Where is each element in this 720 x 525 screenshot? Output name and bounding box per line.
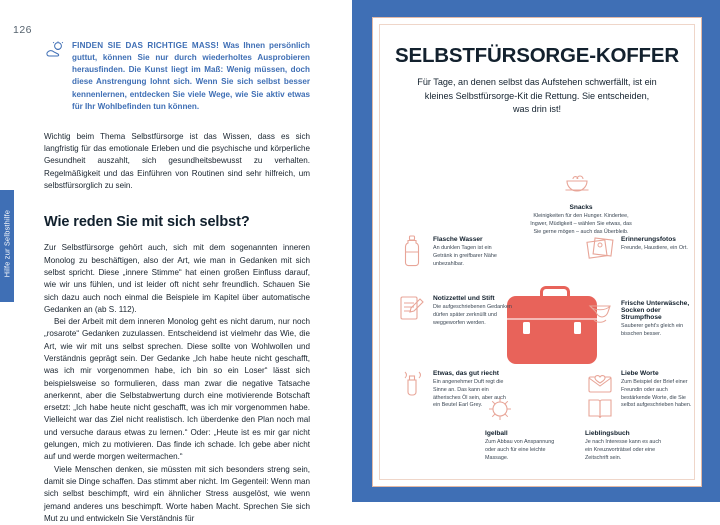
- lightbulb-hand-icon: [44, 41, 66, 57]
- suitcase-icon: [507, 286, 597, 364]
- kit-item-erinnerungsfotos: [621, 236, 695, 253]
- chapter-tab-label: Hilfe zur Selbsthilfe: [2, 209, 12, 278]
- kit-item-title: Liebe Worte: [621, 370, 659, 377]
- suitcase-band: [507, 318, 597, 320]
- water-bottle-icon: [397, 234, 427, 268]
- kit-item-title: Etwas, das gut riecht: [433, 370, 499, 377]
- callout-lead: FINDEN SIE DAS RICHTIGE MASS!: [72, 41, 219, 50]
- notepad-pen-icon: [397, 293, 427, 327]
- kit-item-liebe-worte: [621, 370, 695, 410]
- paragraph: Wichtig beim Thema Selbstfürsorge ist das Wissen, dass es sich langfristig für das emotionale Erleben und die psychische und körperliche Gesundheit auszahlt, sich gesundheitsbewusst zu verhalten. Regelmäßigkeit und das Einführen von Routinen sind sehr hilfreich, um selbstfürsorglich zu sein.: [44, 131, 310, 191]
- left-text-column: [44, 40, 310, 525]
- callout-box: [44, 40, 310, 113]
- callout-body: Was Ihnen persönlich guttut, können Sie nur durch wiederholtes Ausprobieren herausfinden. Die Kunst liegt im Maß: Wenig müssen, doch diese Anstrengung lohnt sich. Wenn Sie sich selbst besser kennenlernen, entdecken Sie viele Wege, wie Sie aktiv etwas für Ihr Wohlbefinden tun können.: [72, 41, 310, 111]
- paragraph: Bei der Arbeit mit dem inneren Monolog geht es nicht darum, nur noch „rosarote“ Gedanken zuzulassen. Entscheidend ist vielmehr das Wie, die Art, wie wir mit uns selbst sprechen. Diese sollte von Wohlwollen und Verständnis geprägt sein. Der Gedanke „Ich habe heute nicht geschafft, was ich mir vorgenommen habe, ich bin so ein Loser“ lässt sich beispielsweise so formulieren, dass man zwar die negative Tatsache anerkennt, aber die Selbstabwertung durch eine motivierende Botschaft ersetzt: „Ich habe heute nicht geschafft, was ich mir vorgenommen habe. Vielleicht war das Ziel nicht realistisch. Ich überdenke den Plan noch mal und versuche daraus etwas zu lernen.“ Oder: „Heute ist es mir gar nicht gelungen, mich zu motivieren. Das finde ich schade. Ich gebe aber nicht auf und werde morgen weitermachen.“: [44, 317, 310, 462]
- snack-bowl-icon: [562, 166, 592, 200]
- suitcase-latch-right: [574, 322, 581, 334]
- kit-item-lieblingsbuch: [585, 430, 663, 462]
- suitcase-latch-left: [523, 322, 530, 334]
- kit-item-desc: Zum Abbau von Anspannung oder auch für eine leichte Massage.: [485, 439, 555, 461]
- kit-item-notizzettel-und-stift: [433, 295, 513, 327]
- paragraph: Viele Menschen denken, sie müssten mit sich besonders streng sein, damit sie Dinge schaffen. Das stimmt aber nicht. Im Gegenteil: Wenn man sich selbst beschimpft, wird ein ähnlicher Stress ausgelöst, wie wenn jemand anderes uns beschimpft. Worte haben Macht. Sprechen Sie sich Mut zu und entwickeln Sie Verständnis für: [44, 464, 310, 523]
- card-title: SELBSTFÜRSORGE-KOFFER: [395, 44, 679, 67]
- spiky-ball-icon: [485, 394, 515, 428]
- photos-icon: [585, 234, 615, 268]
- suitcase-body: [507, 296, 597, 364]
- kit-item-flasche-wasser: [433, 236, 511, 268]
- kit-item-title: Snacks: [569, 204, 593, 211]
- kit-item-desc: Ein angenehmer Duft regt die Sinne an. Das kann ein ätherisches Öl sein, aber auch ein Beutel Earl Grey.: [433, 379, 506, 409]
- underwear-icon: [585, 298, 615, 332]
- kit-item-desc: Kleinigkeiten für den Hunger. Kindertee, Ingwer, Müdigkeit – wählen Sie etwas, das Sie gerne mögen – auch das Überbleib.: [530, 213, 632, 235]
- page-number: 126: [13, 24, 33, 36]
- left-page: [0, 0, 352, 523]
- kit-item-title: Frische Unterwäsche, Socken oder Strumpfhose: [621, 300, 690, 321]
- scent-icon: [397, 368, 427, 402]
- callout-text: [72, 40, 310, 113]
- kit-item-desc: Die aufgeschriebenen Gedanken dürfen später zerknüllt und weggeworfen werden.: [433, 304, 512, 326]
- kit-item-title: Notizzettel und Stift: [433, 295, 495, 302]
- chapter-tab: [0, 190, 14, 302]
- kit-item-title: Lieblingsbuch: [585, 430, 630, 437]
- kit-item-desc: An dunklen Tagen ist ein Getränk in greifbarer Nähe unbezahlbar.: [433, 245, 497, 267]
- kit-item-title: Flasche Wasser: [433, 236, 483, 243]
- selfcare-kit-card: [372, 17, 702, 487]
- kit-item-desc: Freunde, Haustiere, ein Ort.: [621, 245, 688, 251]
- paragraph: Zur Selbstfürsorge gehört auch, sich mit dem sogenannten inneren Monolog zu beschäftigen, also der Art, wie man in Gedanken mit sich selbst spricht. Diese „innere Stimme“ hat einen großen Einfluss darauf, wie wir uns fühlen, und ist leider oft nicht sehr freundlich. Schauen Sie sich dazu auch noch einmal die Beispiele im Kapitel über automatische Gedanken an (ab S. 112).: [44, 243, 310, 314]
- kit-item-desc: Zum Beispiel der Brief einer Freundin oder auch bestärkende Worte, die Sie selbst aufgeschrieben haben.: [621, 379, 692, 409]
- kit-item-desc: Je nach Interesse kann es auch ein Kreuzworträtsel oder eine Zeitschrift sein.: [585, 439, 662, 461]
- section-title: Wie reden Sie mit sich selbst?: [44, 214, 250, 231]
- kit-item-title: Igelball: [485, 430, 508, 437]
- kit-item-snacks: [529, 204, 633, 236]
- kit-item-frische-unterwaesche: [621, 300, 695, 339]
- card-subtitle: Für Tage, an denen selbst das Aufstehen schwerfällt, ist ein kleines Selbstfürsorge-Kit die Rettung. Sie entscheiden, was drin ist!: [417, 77, 657, 115]
- book-icon: [585, 394, 615, 428]
- kit-item-desc: Sauberer geht's gleich ein bisschen besser.: [621, 323, 684, 337]
- kit-item-igelball: [485, 430, 557, 462]
- right-page: [352, 0, 720, 502]
- kit-item-title: Erinnerungsfotos: [621, 236, 676, 243]
